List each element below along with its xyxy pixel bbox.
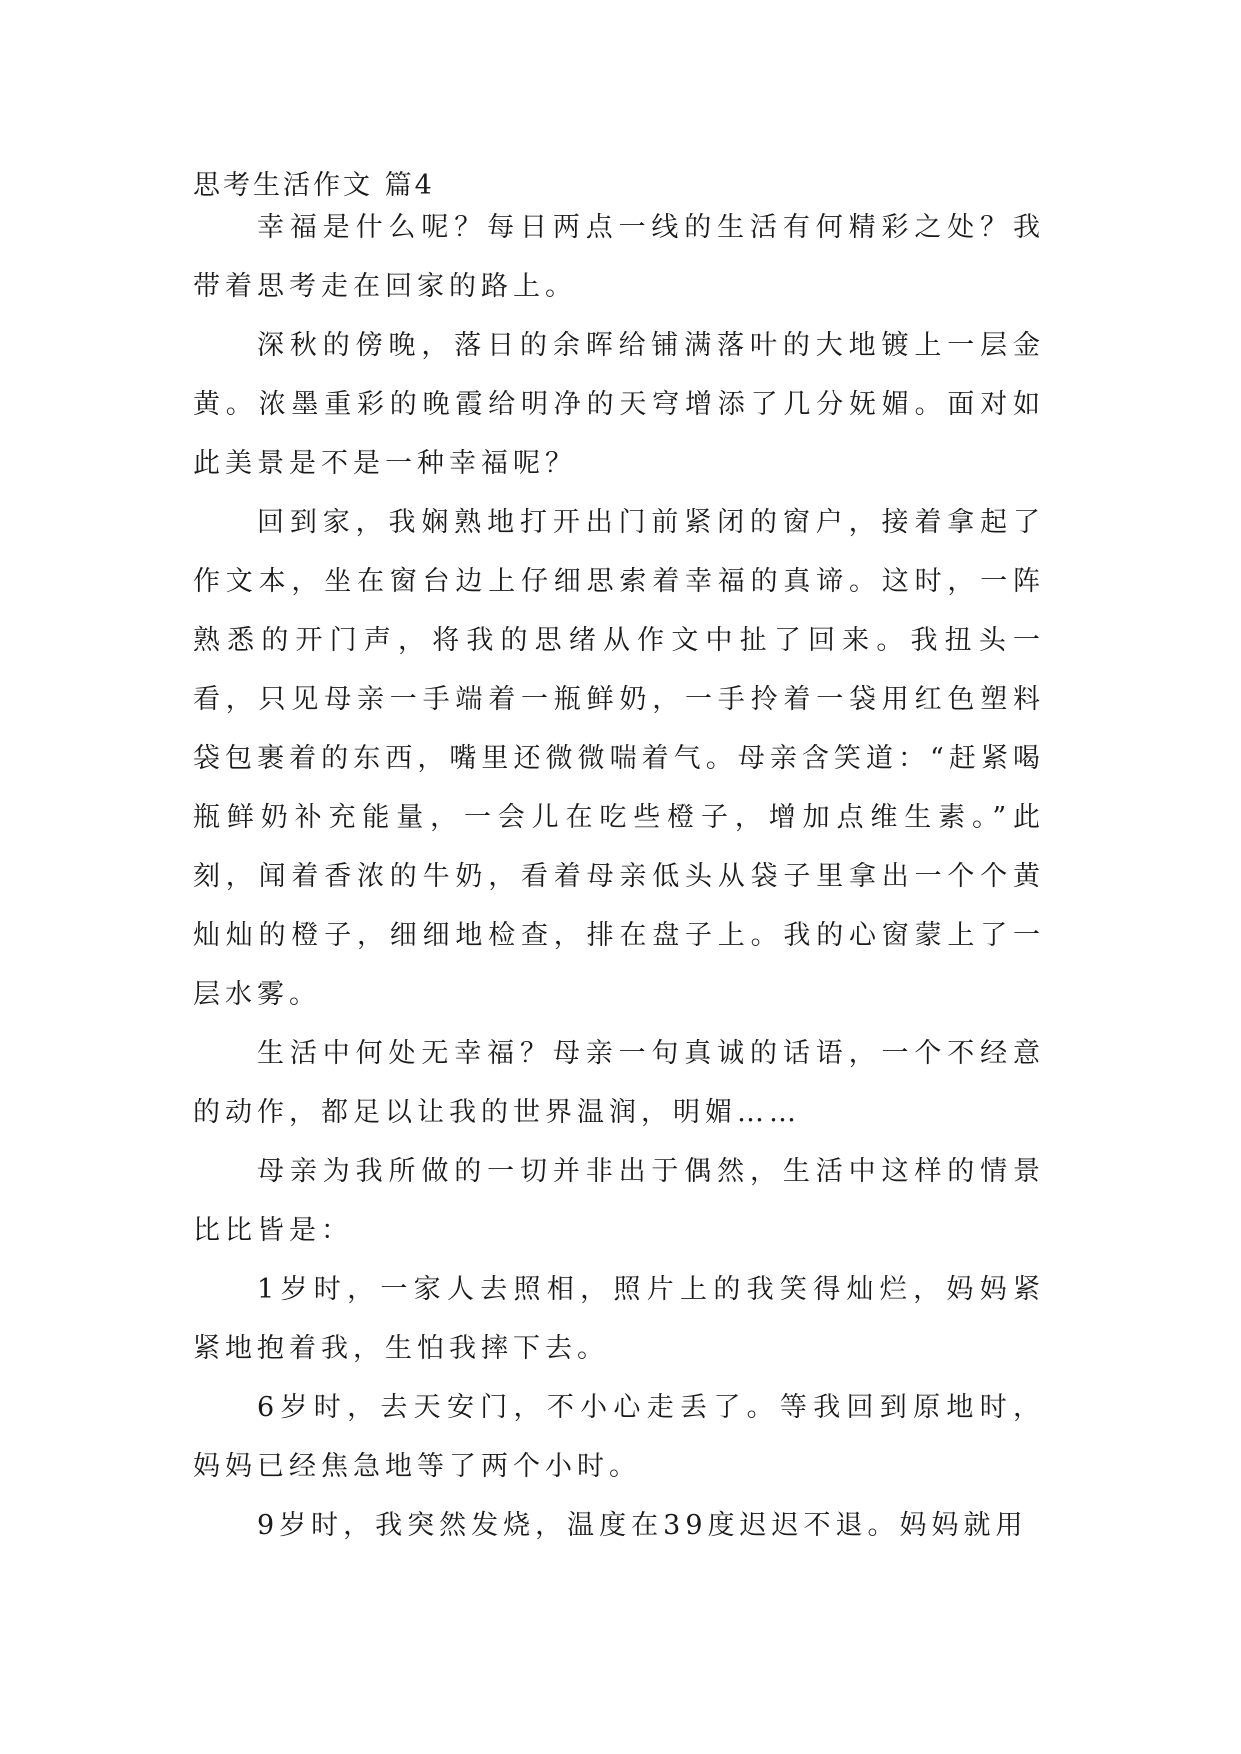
paragraph-3: 回到家，我娴熟地打开出门前紧闭的窗户，接着拿起了作文本，坐在窗台边上仔细思索着幸福的真谛。这时，一阵熟悉的开门声，将我的思绪从作文中扯了回来。我扭头一看，只见母亲一手端着一瓶鲜奶，一手拎着一袋用红色塑料袋包裹着的东西，嘴里还微微喘着气。母亲含笑道：“赶紧喝瓶鲜奶补充能量，一会儿在吃些橙子，增加点维生素。”此刻，闻着香浓的牛奶，看着母亲低头从袋子里拿出一个个黄灿灿的橙子，细细地检查，排在盘子上。我的心窗蒙上了一层水雾。: [193, 507, 1045, 1010]
paragraph-1: 幸福是什么呢？每日两点一线的生活有何精彩之处？我带着思考走在回家的路上。: [193, 212, 1045, 302]
document-body: [193, 198, 1045, 1555]
document-title: 思考生活作文 篇4: [193, 170, 435, 201]
paragraph-5: 母亲为我所做的一切并非出于偶然，生活中这样的情景比比皆是：: [193, 1156, 1045, 1246]
paragraph-7: 6岁时，去天安门，不小心走丢了。等我回到原地时，妈妈已经焦急地等了两个小时。: [193, 1392, 1045, 1482]
paragraph-4: 生活中何处无幸福？母亲一句真诚的话语，一个不经意的动作，都足以让我的世界温润，明媚……: [193, 1038, 1045, 1128]
paragraph-2: 深秋的傍晚，落日的余晖给铺满落叶的大地镀上一层金黄。浓墨重彩的晚霞给明净的天穹增添了几分妩媚。面对如此美景是不是一种幸福呢？: [193, 330, 1045, 479]
paragraph-6: 1岁时，一家人去照相，照片上的我笑得灿烂，妈妈紧紧地抱着我，生怕我摔下去。: [193, 1274, 1045, 1364]
paragraph-8: 9岁时，我突然发烧，温度在39度迟迟不退。妈妈就用: [257, 1510, 1028, 1541]
